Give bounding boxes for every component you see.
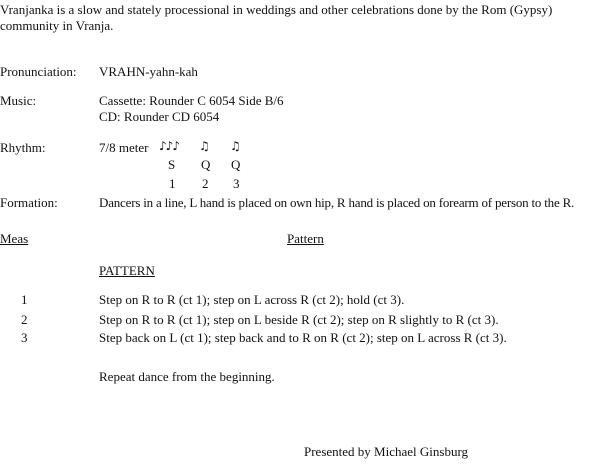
repeat-instruction: Repeat dance from the beginning. [99, 369, 275, 384]
music-label: Music: [0, 93, 37, 108]
pronunciation-value: VRAHN-yahn-kah [99, 64, 198, 79]
rhythm-meter: 7/8 meter [99, 140, 149, 155]
music-cd: CD: Rounder CD 6054 [99, 109, 220, 124]
pattern-header: Pattern [287, 231, 324, 246]
step-text-3: Step back on L (ct 1); step back and to R on R (ct 2); step on L across R (ct 3). [99, 330, 507, 345]
formation-label: Formation: [0, 195, 58, 210]
step-num-1: 1 [21, 292, 28, 307]
beat-2: Q [201, 157, 211, 172]
count-2: 2 [202, 176, 209, 191]
formation-text: Dancers in a line, L hand is placed on own hip, R hand is placed on forearm of person to the R. [99, 195, 575, 210]
meas-header: Meas [0, 231, 29, 246]
presenter-credit: Presented by Michael Ginsburg [304, 444, 469, 459]
note-group-3-icon: ♫ [230, 139, 240, 153]
note-group-1-icon: ♪♪♪ [159, 139, 179, 153]
pattern-title: PATTERN [99, 263, 155, 278]
intro-line-2: community in Vranja. [0, 18, 114, 33]
count-1: 1 [169, 176, 176, 191]
beat-3: Q [231, 157, 241, 172]
count-3: 3 [233, 176, 240, 191]
pronunciation-label: Pronunciation: [0, 64, 77, 79]
step-text-1: Step on R to R (ct 1); step on L across R (ct 2); hold (ct 3). [99, 292, 405, 307]
intro-line-1: Vranjanka is a slow and stately processional in weddings and other celebrations done by the Rom (Gypsy) [0, 2, 553, 17]
step-num-3: 3 [21, 330, 28, 345]
note-group-2-icon: ♫ [199, 139, 209, 153]
step-num-2: 2 [21, 312, 28, 327]
music-cassette: Cassette: Rounder C 6054 Side B/6 [99, 93, 284, 108]
rhythm-label: Rhythm: [0, 140, 46, 155]
beat-1: S [168, 157, 176, 172]
step-text-2: Step on R to R (ct 1); step on L beside R (ct 2); step on R slightly to R (ct 3). [99, 312, 499, 327]
